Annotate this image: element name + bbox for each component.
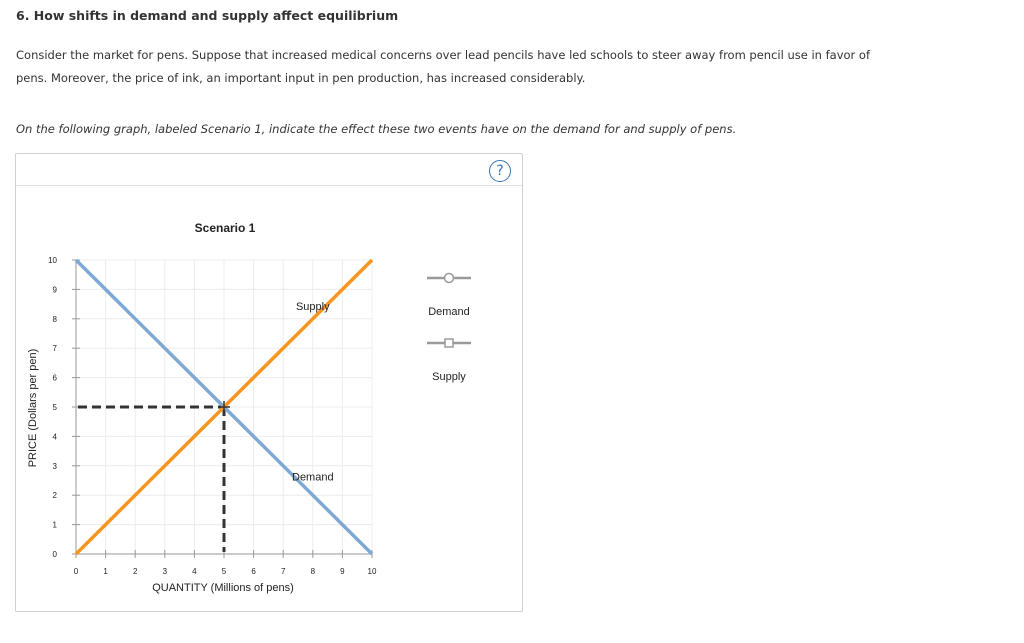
y-tick-label: 7: [52, 344, 57, 354]
legend-demand-label[interactable]: Demand: [428, 306, 470, 318]
y-tick-label: 4: [52, 432, 57, 442]
y-axis-label: PRICE (Dollars per pen): [27, 348, 39, 468]
x-tick-label: 4: [192, 567, 197, 576]
x-tick-label: 5: [221, 567, 227, 576]
help-button[interactable]: ?: [489, 160, 511, 182]
y-tick-label: 8: [52, 314, 57, 324]
x-tick-label: 2: [132, 567, 138, 576]
y-tick-label: 0: [52, 550, 57, 559]
y-tick-label: 9: [52, 285, 57, 295]
x-tick-label: 0: [73, 567, 79, 576]
y-tick-label: 6: [52, 373, 57, 383]
x-tick-label: 8: [310, 567, 316, 576]
legend-supply-tool[interactable]: [427, 339, 471, 347]
chart-title: Scenario 1: [194, 221, 256, 235]
graph-panel: [15, 153, 523, 612]
question-instruction: On the following graph, labeled Scenario 1, indicate the effect these two events have on the demand for and supply of pens.: [16, 122, 737, 136]
legend-supply-label[interactable]: Supply: [432, 371, 466, 383]
x-tick-label: 9: [340, 567, 345, 576]
x-tick-label: 1: [103, 567, 108, 576]
supply-curve-label: Supply: [295, 300, 330, 313]
y-tick-label: 1: [52, 520, 57, 530]
demand-curve-label: Demand: [292, 471, 334, 484]
supply-handle-icon[interactable]: [445, 339, 453, 347]
x-tick-label: 10: [367, 567, 377, 576]
legend-demand-tool[interactable]: [427, 274, 471, 283]
y-tick-label: 3: [52, 461, 57, 471]
x-tick-label: 7: [280, 567, 286, 576]
y-tick-label: 10: [48, 256, 57, 265]
y-tick-label: 2: [52, 491, 57, 501]
question-title: 6. How shifts in demand and supply affect equilibrium: [16, 8, 399, 23]
question-body: Consider the market for pens. Suppose that increased medical concerns over lead pencils have led schools to steer away from pencil use in favor of pens. Moreover, the price of ink, an important input in pen production, has increased considerably.: [16, 48, 871, 85]
x-tick-label: 6: [251, 567, 256, 576]
demand-handle-icon[interactable]: [445, 274, 454, 283]
y-tick-label: 5: [52, 403, 57, 412]
x-tick-label: 3: [162, 567, 168, 576]
scenario-1-chart[interactable]: [16, 154, 522, 611]
x-axis-label: QUANTITY (Millions of pens): [152, 582, 294, 594]
